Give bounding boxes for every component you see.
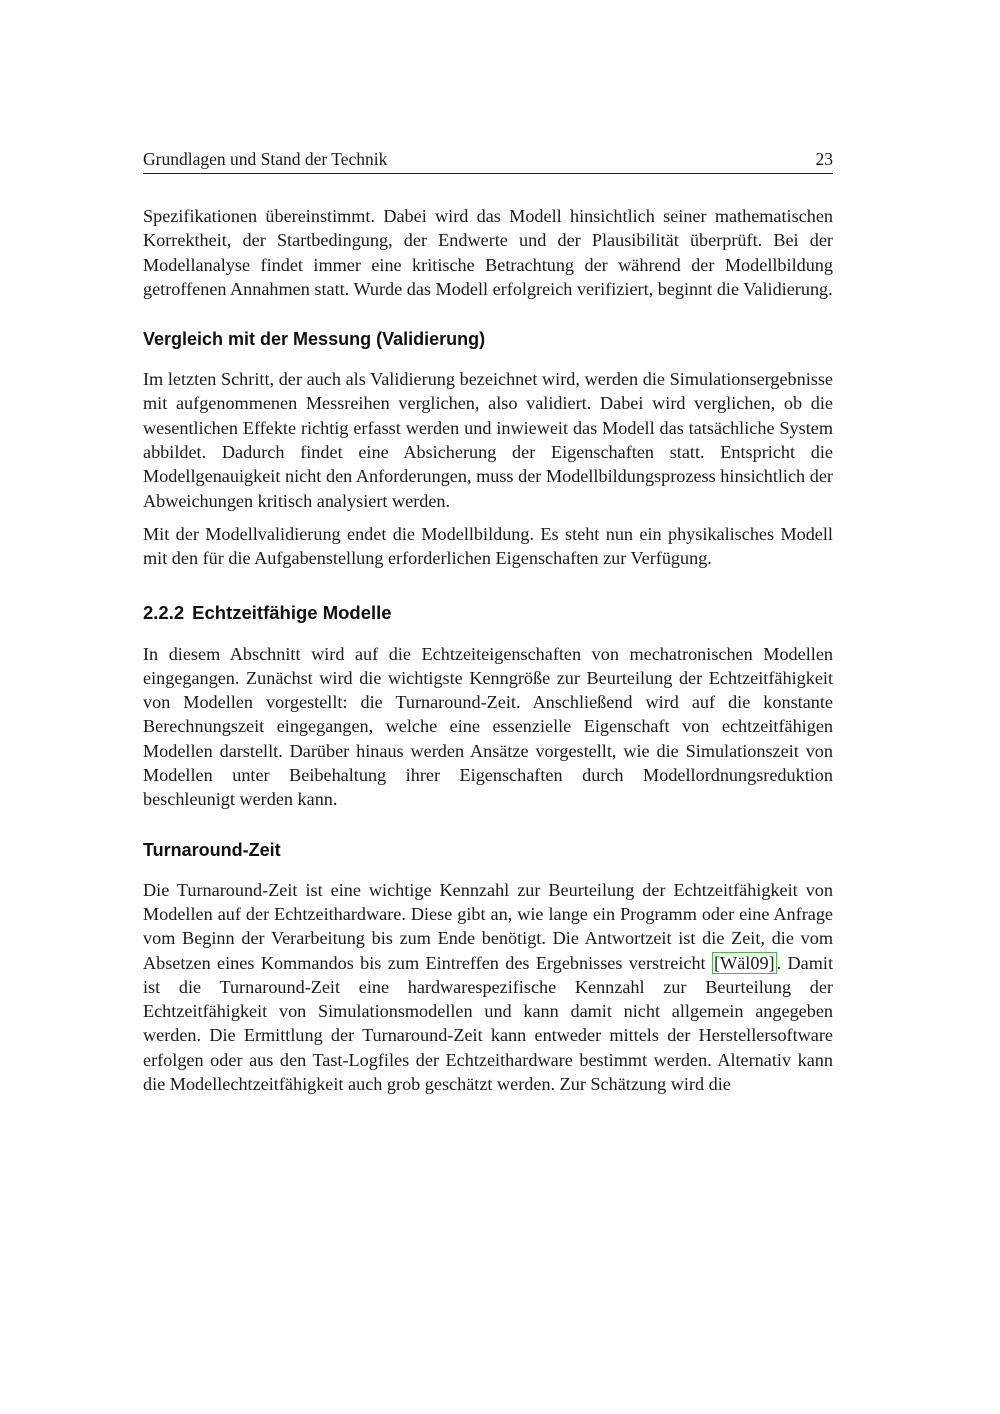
page-content bbox=[143, 204, 833, 1096]
section-heading-realtime-models bbox=[143, 601, 833, 625]
citation-link[interactable]: [Wäl09] bbox=[714, 952, 775, 973]
paragraph-turnaround bbox=[143, 878, 833, 1097]
page-number: 23 bbox=[815, 149, 833, 169]
turnaround-text-part-1: Die Turnaround-Zeit ist eine wichtige Kennzahl zur Beurteilung der Echtzeitfähigkeit von Modellen auf der Echtzeithardware. Diese gibt an, wie lange ein Programm oder eine Anfrage vom Beginn der Verarbeitung bis zum Ende benötigt. Die Antwortzeit ist die Zeit, die vom Absetzen eines Kommandos bis zum Eintreffen des Ergebnisses verstreicht bbox=[143, 879, 833, 973]
paragraph-realtime-intro: In diesem Abschnitt wird auf die Echtzeiteigenschaften von mechatronischen Modellen eingegangen. Zunächst wird die wichtigste Kenngröße zur Beurteilung der Echtzeitfähigkeit von Modellen vorgestellt: die Turnaround-Zeit. Anschließend wird auf die konstante Berechnungszeit eingegangen, welche eine essenzielle Eigenschaft von echtzeitfähigen Modellen darstellt. Darüber hinaus werden Ansätze vorgestellt, wie die Simulationszeit von Modellen unter Beibehaltung ihrer Eigenschaften durch Modellordnungsreduktion beschleunigt werden kann. bbox=[143, 643, 833, 810]
running-header bbox=[143, 148, 833, 174]
paragraph-verification: Spezifikationen übereinstimmt. Dabei wird das Modell hinsichtlich seiner mathematischen Korrektheit, der Startbedingung, der Endwerte und der Plausibilität überprüft. Bei der Modellanalyse findet immer eine kritische Betrachtung der während der Modellbildung getroffenen Annahmen statt. Wurde das Modell erfolgreich verifiziert, beginnt die Validierung. bbox=[143, 206, 833, 299]
section-title: Echtzeitfähige Modelle bbox=[192, 601, 392, 623]
subsection-heading-validation: Vergleich mit der Messung (Validierung) bbox=[143, 329, 486, 350]
paragraph-modelling-end: Mit der Modellvalidierung endet die Modellbildung. Es steht nun ein physikalisches Modell mit den für die Aufgabenstellung erforderlichen Eigenschaften zur Verfügung. bbox=[143, 523, 833, 569]
section-number: 2.2.2 bbox=[143, 601, 185, 623]
paragraph-validation: Im letzten Schritt, der auch als Validierung bezeichnet wird, werden die Simulationsergebnisse mit aufgenommenen Messreihen verglichen, also validiert. Dabei wird verglichen, ob die wesentlichen Effekte richtig erfasst werden und inwieweit das Modell das tatsächliche System abbildet. Dadurch findet eine Absicherung der Eigenschaften statt. Entspricht die Modellgenauigkeit nicht den Anforderungen, muss der Modellbildungsprozess hinsichtlich der Abweichungen kritisch analysiert werden. bbox=[143, 369, 833, 511]
subsection-heading-turnaround: Turnaround-Zeit bbox=[143, 839, 281, 860]
turnaround-text-part-2: . Damit ist die Turnaround-Zeit eine hardwarespezifische Kennzahl zur Beurteilung der Echtzeitfähigkeit von Simulationsmodellen und kann damit nicht allgemein angegeben werden. Die Ermittlung der Turnaround-Zeit kann entweder mittels der Herstellersoftware erfolgen oder aus den Tast-Logfiles der Echtzeithardware bestimmt werden. Alternativ kann die Modellechtzeitfähigkeit auch grob geschätzt werden. Zur Schätzung wird die bbox=[143, 952, 833, 1095]
running-title: Grundlagen und Stand der Technik bbox=[143, 149, 388, 169]
document-page bbox=[143, 148, 833, 1096]
